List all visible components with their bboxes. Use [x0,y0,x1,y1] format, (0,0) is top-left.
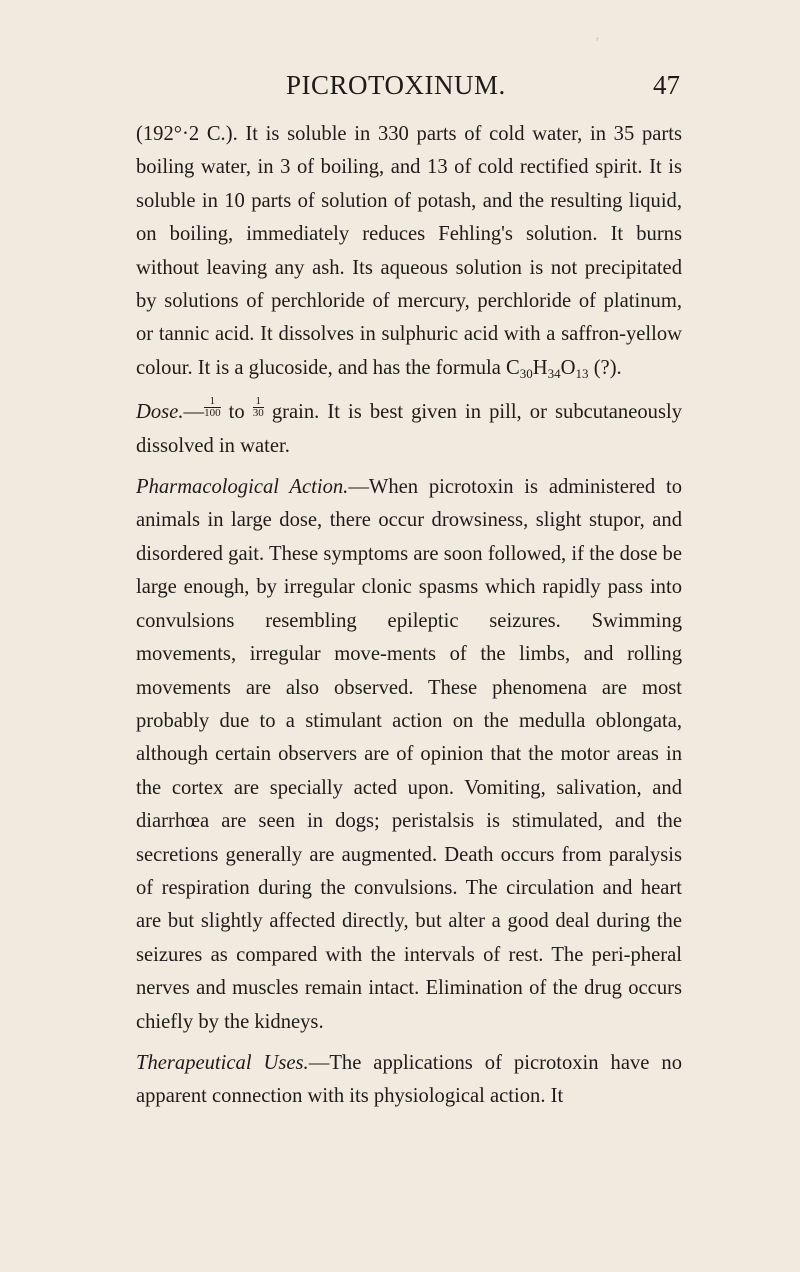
therapeutical-label: Therapeutical Uses. [136,1051,309,1074]
running-title: PICROTOXINUM. [286,70,506,100]
paragraph-therapeutical [136,1047,682,1114]
properties-text: (192°·2 C.). It is soluble in 330 parts of cold water, in 35 parts boiling water, in 3 of boiling, and 13 of cold rectified spirit. It is soluble in 10 parts of solution of potash, and the resulting liquid, on boiling, immediately reduces Fehling's solution. It burns without leaving any ash. Its aqueous solution is not precipitated by solutions of perchloride of mercury, perchloride of platinum, or tannic acid. It dissolves in sulphuric acid with a saffron-yellow colour. It is a glucoside, and has the formula [136,123,682,379]
chemical-formula: $C_{30}H_{34}O_{13}$ (?). [506,356,622,381]
dose-text: grain. It is best given in pill, or subcutaneously dissolved in water. [136,401,682,457]
pharmacological-text: —When picrotoxin is administered to animals in large dose, there occur drowsiness, slight stupor, and disordered gait. These symptoms are soon followed, if the dose be large enough, by irregular clonic spasms which rapidly pass into convulsions resembling epileptic seizures. Swimming movements, irregular move-ments of the limbs, and rolling movements are also observed. These phenomena are most probably due to a stimulant action on the medulla oblongata, although certain observers are of opinion that the motor areas in the cortex are specially acted upon. Vomiting, salivation, and diarrhœa are seen in dogs; peristalsis is stimulated, and the secretions generally are augmented. Death occurs from paralysis of respiration during the convulsions. The circulation and heart are but slightly affected directly, but alter a good deal during the seizures as compared with the intervals of rest. The peri-pheral nerves and muscles remain intact. Elimination of the drug occurs chiefly by the kidneys. [136,476,682,1033]
running-header [136,70,680,110]
dose-fraction-max: $\frac{1}{30}$ [252,395,264,420]
pharmacological-label: Pharmacological Action. [136,476,349,499]
paragraph-pharmacological [136,471,682,1039]
dose-label: Dose. [136,401,184,424]
page-number: 47 [653,70,680,100]
paragraph-dose: Dose.— $\frac{1}{100}$ to $\frac{1}{30}$ grain. It is best given in pill, or subcutaneously dissolved in water. [136,395,682,457]
page-body [136,118,682,1114]
margin-mark: ‚ [595,28,600,43]
therapeutical-text: —The applications of picrotoxin have no apparent connection with its physiological action. It [136,1051,682,1108]
dose-fraction-min: $\frac{1}{100}$ [204,395,221,420]
paragraph-properties [136,118,682,390]
